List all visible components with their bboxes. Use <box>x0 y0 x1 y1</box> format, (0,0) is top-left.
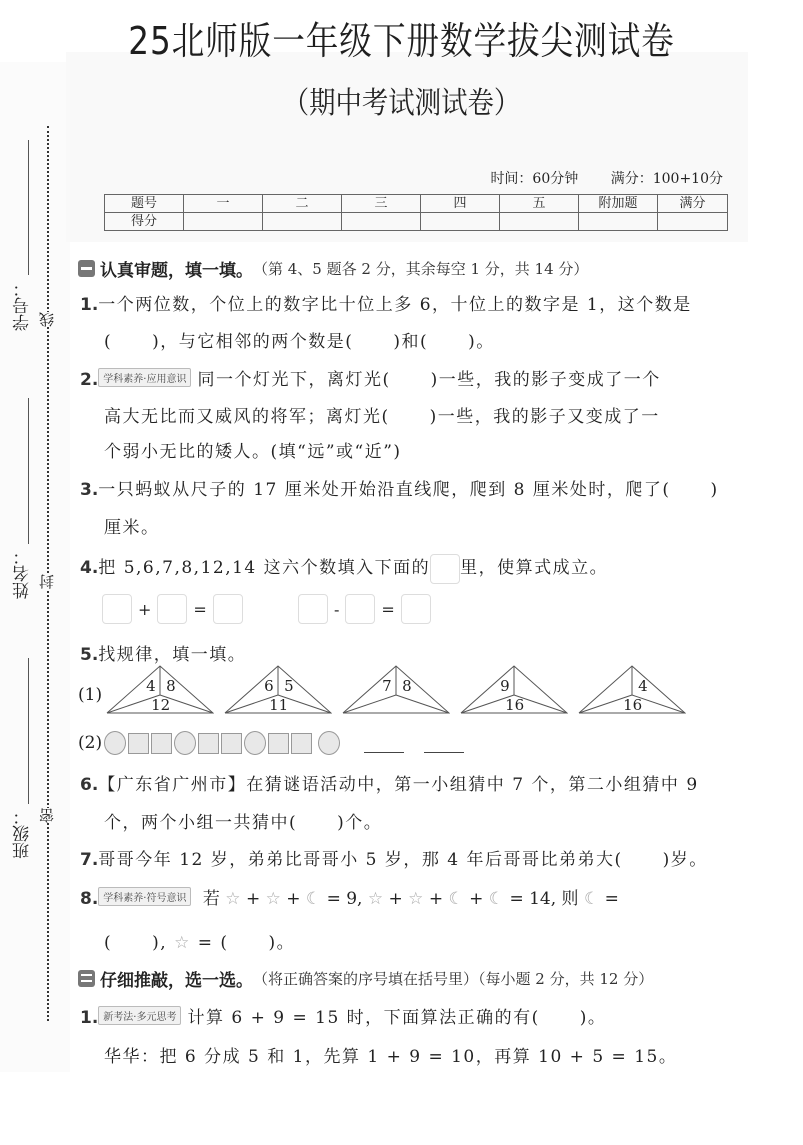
question-3 <box>80 475 719 500</box>
circle-shape-icon <box>244 731 266 755</box>
moon-icon: ☾ <box>583 889 600 909</box>
answer-line[interactable] <box>364 734 404 753</box>
exam-meta <box>462 168 723 188</box>
section-2-question-1-option: 华华：把 6 分成 5 和 1，先算 1 + 9 = 10，再算 10 + 5 = 15。 <box>104 1047 678 1067</box>
exam-full-score: 满分：100+10分 <box>610 171 723 187</box>
section-number-two-icon <box>78 970 95 987</box>
score-cell[interactable] <box>579 213 658 231</box>
section-1-heading <box>78 256 588 281</box>
question-text: 一只蚂蚁从尺子的 17 厘米处开始沿直线爬，爬到 8 厘米处时，爬了( <box>98 480 671 500</box>
score-cell[interactable] <box>421 213 500 231</box>
equation-result: = 14, 则 <box>509 889 579 909</box>
moon-icon: ☾ <box>488 889 505 909</box>
question-3-cont: 厘米。 <box>104 518 160 538</box>
page-title: 25北师版一年级下册数学拔尖测试卷 <box>128 19 675 63</box>
triangle-left-value: 4 <box>146 677 156 695</box>
binding-mark-secret: 密 <box>38 808 56 823</box>
question-text: 高大无比而又威风的将军；离灯光( <box>104 407 390 427</box>
answer-box[interactable] <box>213 594 243 624</box>
class-label: 班级： <box>13 808 33 859</box>
name-label: 姓名： <box>13 548 33 599</box>
question-text: )，与它相邻的两个数是( <box>152 332 354 352</box>
question-5 <box>80 640 246 665</box>
number-triangle <box>460 665 568 715</box>
triangle-right-value: 8 <box>166 677 176 695</box>
question-number: 1. <box>80 1008 99 1028</box>
number-triangle <box>224 665 332 715</box>
header-cell: 四 <box>421 195 500 213</box>
question-number: 6. <box>80 775 99 795</box>
equals-sign: = <box>604 889 619 909</box>
section-note: （将正确答案的序号填在括号里）（每小题 2 分，共 12 分） <box>253 970 654 988</box>
triangle-right-value: 8 <box>402 677 412 695</box>
section-title: 认真审题，填一填。 <box>100 261 253 281</box>
question-1-cont <box>104 327 495 352</box>
score-cell[interactable] <box>263 213 342 231</box>
subtraction-equation <box>298 594 431 624</box>
new-method-tag: 新考法·多元思考 <box>98 1006 181 1025</box>
question-text: = ( <box>197 933 229 953</box>
question-number: 4. <box>80 558 99 578</box>
question-text: )和( <box>393 332 429 352</box>
question-text: 把 5,6,7,8,12,14 这六个数填入下面的 <box>98 558 431 578</box>
triangle-left-blank[interactable] <box>618 679 632 693</box>
paren-open: ( <box>104 933 113 953</box>
question-text: 找规律，填一填。 <box>98 645 247 665</box>
score-table-row <box>105 213 728 231</box>
question-6 <box>80 770 699 795</box>
header-cell: 附加题 <box>579 195 658 213</box>
question-text: ), <box>152 933 168 953</box>
question-1 <box>80 290 692 315</box>
triangle-pattern-row <box>78 665 696 715</box>
section-2-question-1 <box>80 1003 606 1028</box>
answer-line[interactable] <box>424 734 464 753</box>
triangle-right-value: 4 <box>638 677 648 695</box>
triangle-bottom-value: 16 <box>623 696 643 714</box>
triangle-bottom-value: 12 <box>151 696 171 714</box>
answer-box[interactable] <box>401 594 431 624</box>
row-label: 得分 <box>105 213 184 231</box>
circle-shape-icon <box>174 731 196 755</box>
plus-sign: + <box>138 599 152 619</box>
plus-sign: + <box>469 889 484 909</box>
question-text: )岁。 <box>662 850 708 870</box>
question-number: 3. <box>80 480 99 500</box>
square-shape-icon <box>291 733 312 754</box>
part-label: (2) <box>78 733 103 753</box>
triangle-left-value: 7 <box>382 677 392 695</box>
plus-sign: + <box>286 889 301 909</box>
part-label: (1) <box>78 685 103 705</box>
question-number: 8. <box>80 889 99 909</box>
number-triangle <box>578 665 686 715</box>
class-field[interactable] <box>28 658 30 804</box>
score-cell[interactable] <box>342 213 421 231</box>
addition-equation <box>102 594 243 624</box>
triangle-bottom-value: 11 <box>269 696 289 714</box>
binding-mark-line: 线 <box>38 312 56 327</box>
header-cell: 二 <box>263 195 342 213</box>
question-text: 【广东省广州市】在猜谜语活动中，第一小组猜中 7 个，第二小组猜中 9 <box>98 775 699 795</box>
section-2-heading <box>78 966 653 991</box>
section-number-one-icon <box>78 260 95 277</box>
competency-tag: 学科素养·符号意识 <box>98 887 191 906</box>
exam-time: 时间：60分钟 <box>490 171 579 187</box>
star-icon: ☆ <box>174 933 191 953</box>
question-text: )。 <box>468 332 495 352</box>
header-cell: 五 <box>500 195 579 213</box>
score-cell[interactable] <box>500 213 579 231</box>
question-text: )。 <box>579 1008 607 1028</box>
question-text: )一些，我的影子又变成了一 <box>429 407 660 427</box>
question-7 <box>80 845 708 870</box>
paren-close: ) <box>710 480 719 500</box>
student-id-label: 学号： <box>13 280 33 331</box>
question-number: 5. <box>80 645 99 665</box>
triangle-left-value: 9 <box>500 677 510 695</box>
section-title: 仔细推敲，选一选。 <box>100 971 253 991</box>
question-text: 同一个灯光下，离灯光( <box>197 370 391 390</box>
square-shape-icon <box>268 733 289 754</box>
square-shape-icon <box>221 733 242 754</box>
equation-result: = 9, <box>326 889 363 909</box>
page-subtitle: （期中考试测试卷） <box>282 86 521 121</box>
name-field[interactable] <box>28 398 30 544</box>
question-2-cont2: 个弱小无比的矮人。(填“远”或“近”) <box>104 442 402 462</box>
answer-box[interactable] <box>157 594 187 624</box>
score-cell[interactable] <box>184 213 263 231</box>
question-text: )一些，我的影子变成了一个 <box>430 370 661 390</box>
number-triangle <box>342 665 450 715</box>
triangle-left-value: 6 <box>264 677 274 695</box>
question-text: 一个两位数，个位上的数字比十位上多 6，十位上的数字是 1，这个数是 <box>98 295 692 315</box>
star-icon: ☆ <box>367 889 384 909</box>
score-table-header <box>105 195 728 213</box>
triangle-right-blank[interactable] <box>520 679 534 693</box>
question-number: 1. <box>80 295 99 315</box>
question-text: )。 <box>268 933 296 953</box>
circle-shape-icon <box>104 731 126 755</box>
plus-sign: + <box>245 889 261 909</box>
minus-sign: - <box>334 599 340 619</box>
number-triangle <box>106 665 214 715</box>
question-8 <box>80 884 619 909</box>
star-icon: ☆ <box>265 889 281 909</box>
header-cell: 满分 <box>658 195 728 213</box>
question-text: 里，使算式成立。 <box>460 558 609 578</box>
answer-box[interactable] <box>102 594 132 624</box>
question-number: 7. <box>80 850 99 870</box>
answer-box[interactable] <box>298 594 328 624</box>
star-icon: ☆ <box>225 889 241 909</box>
answer-box[interactable] <box>345 594 375 624</box>
question-6-cont <box>104 808 382 833</box>
square-shape-icon <box>151 733 172 754</box>
plus-sign: + <box>428 889 444 909</box>
equals-sign: = <box>193 599 207 619</box>
question-text: 个，两个小组一共猜中( <box>104 813 298 833</box>
binding-mark-seal: 封 <box>38 574 56 589</box>
section-note: （第 4、5 题各 2 分，其余每空 1 分，共 14 分） <box>253 260 589 278</box>
question-number: 2. <box>80 370 99 390</box>
circle-shape-icon <box>318 731 340 755</box>
score-table <box>104 194 728 231</box>
student-id-field[interactable] <box>28 140 30 275</box>
shape-pattern-row <box>78 731 464 755</box>
header-cell: 一 <box>184 195 263 213</box>
score-cell[interactable] <box>658 213 728 231</box>
triangle-bottom-blank[interactable] <box>387 698 409 712</box>
question-2 <box>80 365 661 390</box>
sample-box <box>430 554 460 584</box>
triangle-bottom-value: 16 <box>505 696 525 714</box>
square-shape-icon <box>198 733 219 754</box>
question-text: 若 <box>202 889 220 909</box>
square-shape-icon <box>128 733 149 754</box>
paren-open: ( <box>104 332 113 352</box>
question-text: 哥哥今年 12 岁，弟弟比哥哥小 5 岁，那 4 年后哥哥比弟弟大( <box>98 850 623 870</box>
moon-icon: ☾ <box>448 889 464 909</box>
question-8-cont <box>104 928 295 953</box>
question-2-cont <box>104 402 660 427</box>
equals-sign: = <box>381 599 395 619</box>
question-text: )个。 <box>337 813 383 833</box>
triangle-right-value: 5 <box>284 677 294 695</box>
moon-icon: ☾ <box>305 889 322 909</box>
question-text: 计算 6 + 9 = 15 时，下面算法正确的有( <box>187 1008 540 1028</box>
star-icon: ☆ <box>408 889 424 909</box>
header-cell: 题号 <box>105 195 184 213</box>
header-cell: 三 <box>342 195 421 213</box>
question-4 <box>80 553 608 584</box>
competency-tag: 学科素养·应用意识 <box>98 368 191 387</box>
plus-sign: + <box>388 889 403 909</box>
